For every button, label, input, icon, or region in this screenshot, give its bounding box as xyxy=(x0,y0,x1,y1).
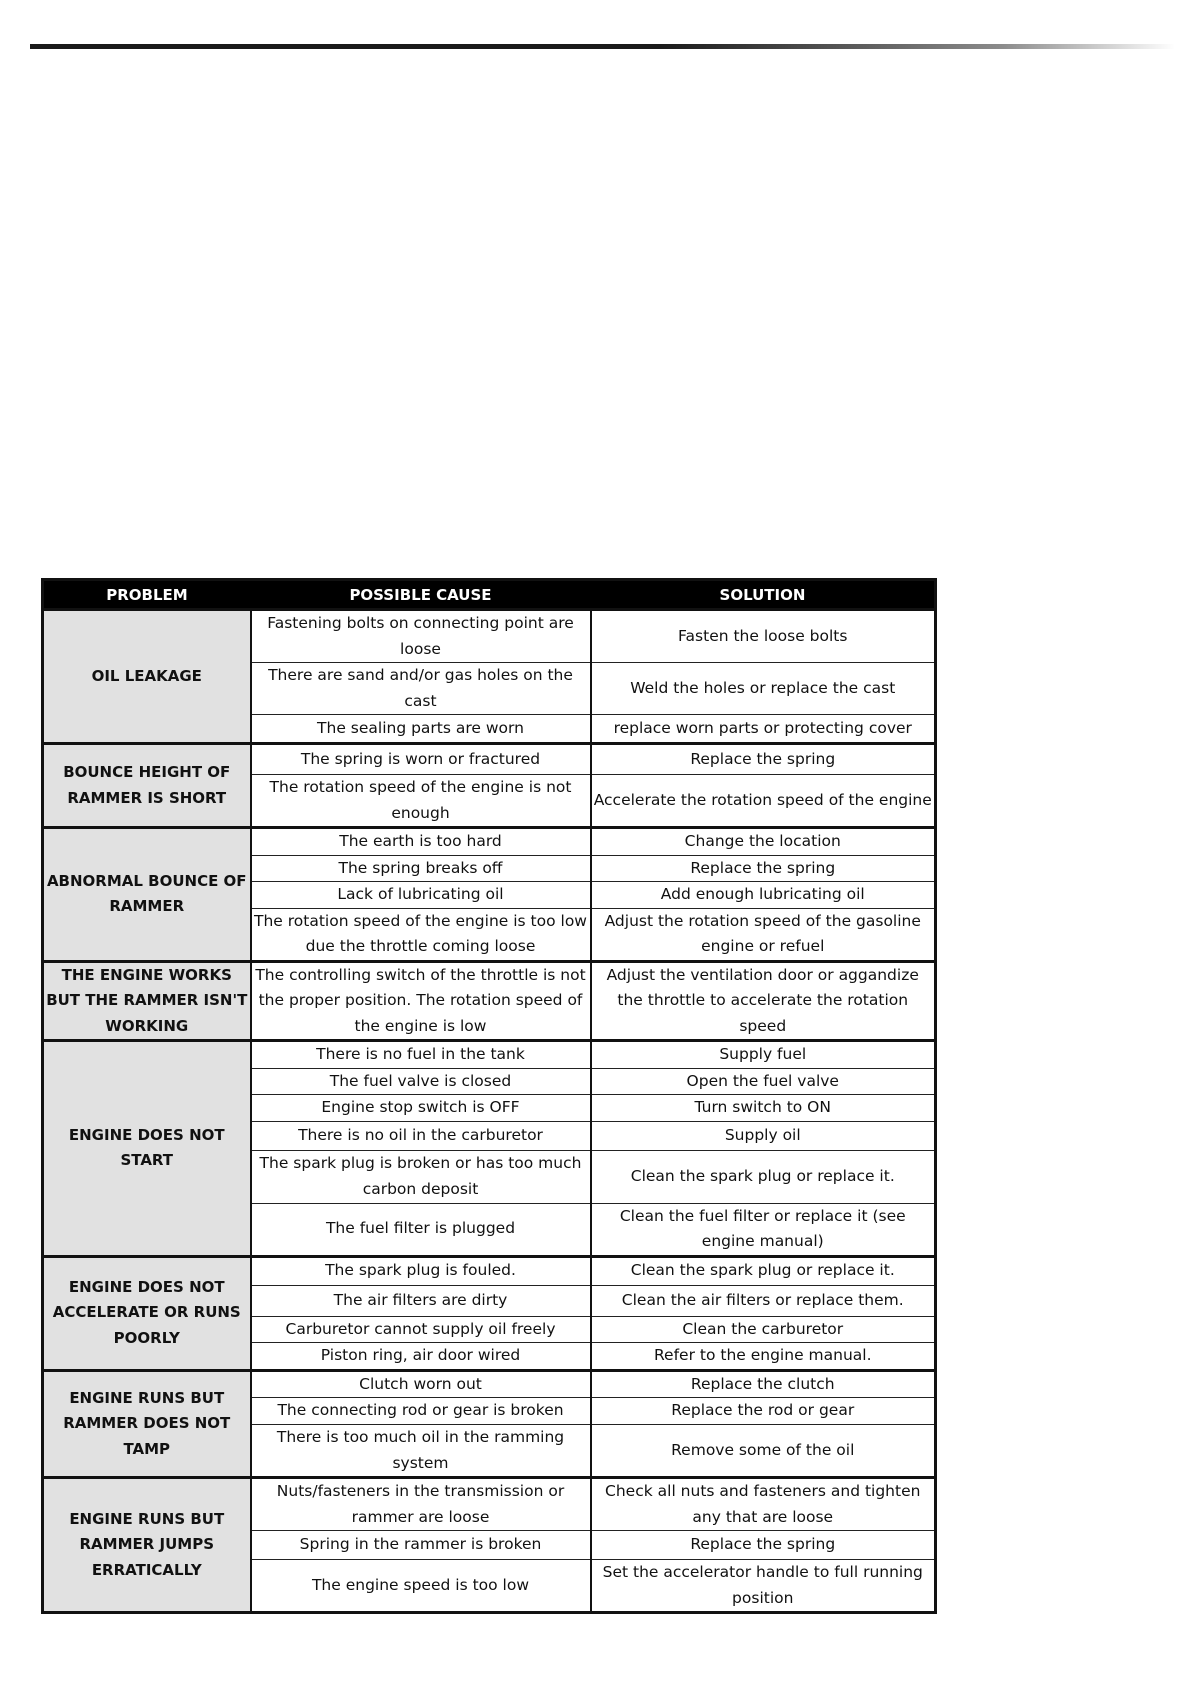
cause-cell: Engine stop switch is OFF xyxy=(251,1095,591,1122)
solution-cell: Replace the clutch xyxy=(591,1370,936,1398)
cause-cell: Fastening bolts on connecting point are loose xyxy=(251,610,591,663)
cause-cell: The rotation speed of the engine is too low due the throttle coming loose xyxy=(251,908,591,961)
table-row xyxy=(43,744,936,775)
solution-cell: Refer to the engine manual. xyxy=(591,1343,936,1371)
solution-cell: Open the fuel valve xyxy=(591,1068,936,1095)
problem-cell: ENGINE RUNS BUT RAMMER DOES NOT TAMP xyxy=(43,1370,251,1478)
table-body xyxy=(43,610,936,1613)
problem-cell: ABNORMAL BOUNCE OF RAMMER xyxy=(43,828,251,962)
table-row xyxy=(43,1256,936,1285)
cause-cell: There are sand and/or gas holes on the cast xyxy=(251,663,591,715)
problem-cell: OIL LEAKAGE xyxy=(43,610,251,744)
solution-cell: Fasten the loose bolts xyxy=(591,610,936,663)
cause-cell: The rotation speed of the engine is not enough xyxy=(251,775,591,828)
header-solution: SOLUTION xyxy=(591,580,936,610)
header-possible-cause: POSSIBLE CAUSE xyxy=(251,580,591,610)
solution-cell: Supply oil xyxy=(591,1121,936,1150)
cause-cell: The earth is too hard xyxy=(251,828,591,856)
troubleshooting-table xyxy=(41,578,937,1614)
solution-cell: Clean the air filters or replace them. xyxy=(591,1285,936,1316)
cause-cell: There is no oil in the carburetor xyxy=(251,1121,591,1150)
solution-cell: Weld the holes or replace the cast xyxy=(591,663,936,715)
problem-cell: THE ENGINE WORKS BUT THE RAMMER ISN'T WORKING xyxy=(43,961,251,1041)
solution-cell: Accelerate the rotation speed of the engine xyxy=(591,775,936,828)
solution-cell: Clean the spark plug or replace it. xyxy=(591,1150,936,1203)
solution-cell: Clean the spark plug or replace it. xyxy=(591,1256,936,1285)
cause-cell: The spring is worn or fractured xyxy=(251,744,591,775)
table-row xyxy=(43,961,936,1041)
cause-cell: The engine speed is too low xyxy=(251,1560,591,1613)
cause-cell: The fuel filter is plugged xyxy=(251,1203,591,1256)
solution-cell: Replace the spring xyxy=(591,855,936,882)
table-row xyxy=(43,828,936,856)
cause-cell: The controlling switch of the throttle is not the proper position. The rotation speed of the engine is low xyxy=(251,961,591,1041)
cause-cell: The spark plug is broken or has too much carbon deposit xyxy=(251,1150,591,1203)
solution-cell: Add enough lubricating oil xyxy=(591,882,936,909)
solution-cell: replace worn parts or protecting cover xyxy=(591,715,936,744)
cause-cell: Piston ring, air door wired xyxy=(251,1343,591,1371)
problem-cell: ENGINE RUNS BUT RAMMER JUMPS ERRATICALLY xyxy=(43,1478,251,1613)
table-row xyxy=(43,1478,936,1531)
cause-cell: There is no fuel in the tank xyxy=(251,1041,591,1069)
solution-cell: Adjust the ventilation door or aggandize the throttle to accelerate the rotation speed xyxy=(591,961,936,1041)
solution-cell: Adjust the rotation speed of the gasoline engine or refuel xyxy=(591,908,936,961)
problem-cell: ENGINE DOES NOT ACCELERATE OR RUNS POORLY xyxy=(43,1256,251,1370)
table-row xyxy=(43,1370,936,1398)
cause-cell: Lack of lubricating oil xyxy=(251,882,591,909)
header-problem: PROBLEM xyxy=(43,580,251,610)
solution-cell: Check all nuts and fasteners and tighten any that are loose xyxy=(591,1478,936,1531)
table-row xyxy=(43,610,936,663)
solution-cell: Set the accelerator handle to full running position xyxy=(591,1560,936,1613)
cause-cell: The spark plug is fouled. xyxy=(251,1256,591,1285)
cause-cell: The spring breaks off xyxy=(251,855,591,882)
table-row xyxy=(43,1041,936,1069)
solution-cell: Change the location xyxy=(591,828,936,856)
table-header xyxy=(43,580,936,610)
top-rule xyxy=(30,44,1175,49)
cause-cell: Spring in the rammer is broken xyxy=(251,1531,591,1560)
solution-cell: Supply fuel xyxy=(591,1041,936,1069)
solution-cell: Clean the fuel filter or replace it (see engine manual) xyxy=(591,1203,936,1256)
solution-cell: Clean the carburetor xyxy=(591,1316,936,1343)
solution-cell: Replace the spring xyxy=(591,744,936,775)
problem-cell: BOUNCE HEIGHT OF RAMMER IS SHORT xyxy=(43,744,251,828)
cause-cell: The fuel valve is closed xyxy=(251,1068,591,1095)
solution-cell: Replace the rod or gear xyxy=(591,1398,936,1425)
problem-cell: ENGINE DOES NOT START xyxy=(43,1041,251,1257)
cause-cell: The sealing parts are worn xyxy=(251,715,591,744)
cause-cell: There is too much oil in the ramming system xyxy=(251,1425,591,1478)
solution-cell: Replace the spring xyxy=(591,1531,936,1560)
cause-cell: Clutch worn out xyxy=(251,1370,591,1398)
cause-cell: Nuts/fasteners in the transmission or rammer are loose xyxy=(251,1478,591,1531)
cause-cell: The connecting rod or gear is broken xyxy=(251,1398,591,1425)
solution-cell: Turn switch to ON xyxy=(591,1095,936,1122)
cause-cell: The air filters are dirty xyxy=(251,1285,591,1316)
cause-cell: Carburetor cannot supply oil freely xyxy=(251,1316,591,1343)
solution-cell: Remove some of the oil xyxy=(591,1425,936,1478)
